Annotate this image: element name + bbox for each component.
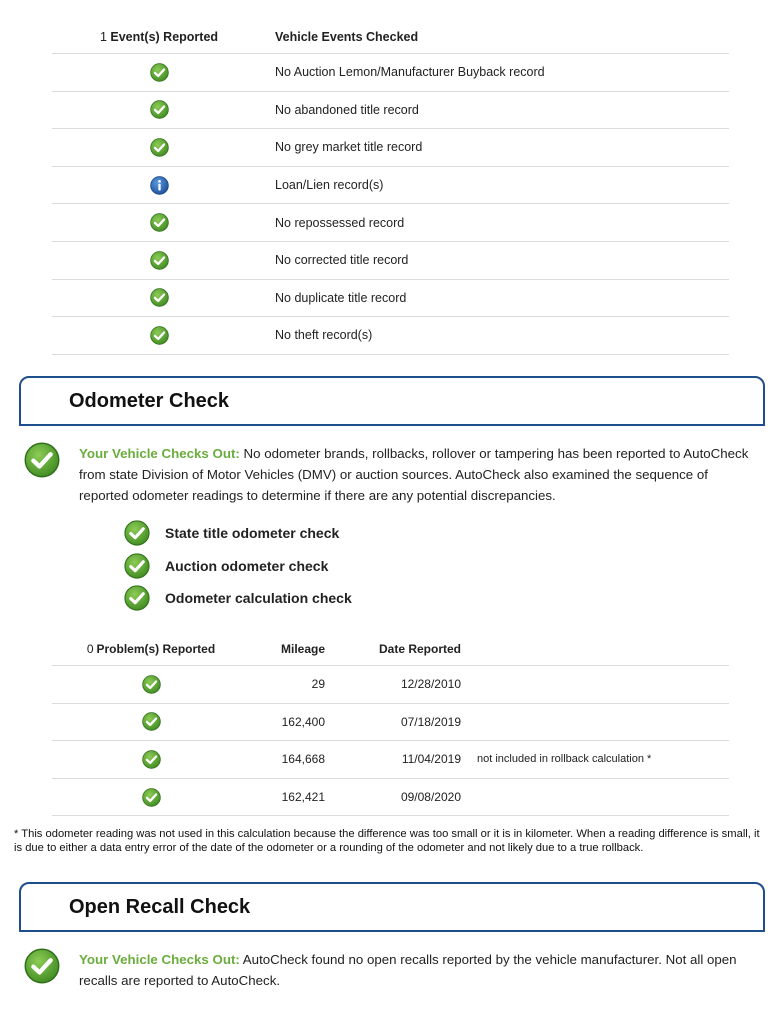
event-text: No Auction Lemon/Manufacturer Buyback record — [275, 65, 545, 80]
check-label: Auction odometer check — [165, 557, 329, 574]
check-icon — [24, 948, 60, 984]
check-icon — [142, 750, 161, 769]
check-icon — [150, 63, 169, 82]
table-row — [52, 704, 729, 742]
table-row — [52, 242, 729, 280]
event-text: No abandoned title record — [275, 102, 419, 117]
section-title: Odometer Check — [69, 390, 230, 412]
recall-section-header — [19, 882, 765, 932]
recall-summary — [79, 949, 759, 991]
problems-reported-label: Problem(s) Reported — [96, 641, 216, 656]
table-row — [52, 280, 729, 318]
check-icon — [150, 326, 169, 345]
odometer-summary — [79, 443, 759, 506]
check-icon — [150, 251, 169, 270]
check-icon — [150, 213, 169, 232]
table-header — [52, 20, 729, 54]
odometer-footnote: * This odometer reading was not used in this calculation because the difference was too small or it is in kilometer. When a reading difference is small, it is due to either a data entry error of the date of the odometer or a rounding of the odometer and not likely due to a true rollback. — [14, 828, 760, 854]
events-reported-count: 1 — [99, 29, 107, 44]
event-text: No repossessed record — [275, 215, 405, 230]
table-row — [52, 779, 729, 817]
check-icon — [150, 288, 169, 307]
date-cell: 07/18/2019 — [400, 714, 461, 729]
odometer-checks-list — [124, 517, 352, 615]
mileage-cell: 164,668 — [281, 752, 325, 767]
table-row — [52, 741, 729, 779]
date-cell: 11/04/2019 — [401, 752, 461, 767]
vehicle-events-header: Vehicle Events Checked — [275, 29, 419, 44]
check-icon — [142, 788, 161, 807]
info-icon[interactable] — [150, 176, 169, 195]
check-icon — [124, 520, 150, 546]
date-cell: 09/08/2020 — [400, 790, 461, 805]
section-title: Open Recall Check — [69, 896, 251, 918]
note-cell: not included in rollback calculation * — [477, 753, 652, 766]
check-icon — [24, 442, 60, 478]
vehicle-events-table — [52, 20, 729, 355]
check-icon — [150, 138, 169, 157]
table-row — [52, 92, 729, 130]
event-text: No duplicate title record — [275, 290, 407, 305]
list-item — [124, 517, 352, 550]
mileage-cell: 162,421 — [281, 790, 325, 805]
odometer-summary-text: No odometer brands, rollbacks, rollover or tampering has been reported to AutoCheck from state Division of Motor Vehicles (DMV) or auction sources. AutoCheck also examined the sequence of reported odometer readings to determine if there are any potential discrepancies. — [79, 446, 749, 503]
table-row — [52, 317, 729, 355]
events-reported-header — [52, 30, 266, 44]
odometer-readings-table — [52, 632, 729, 816]
date-cell: 12/28/2010 — [400, 677, 461, 692]
table-row — [52, 54, 729, 92]
events-reported-label: Event(s) Reported — [110, 29, 219, 44]
event-text: No theft record(s) — [275, 328, 373, 343]
table-row — [52, 666, 729, 704]
check-icon — [150, 100, 169, 119]
problems-reported-header — [52, 642, 250, 656]
table-row — [52, 167, 729, 205]
date-reported-header: Date Reported — [378, 641, 461, 656]
mileage-cell: 29 — [311, 677, 325, 692]
check-icon — [124, 585, 150, 611]
event-text: Loan/Lien record(s) — [275, 178, 384, 193]
table-row — [52, 129, 729, 167]
list-item — [124, 550, 352, 583]
mileage-cell: 162,400 — [281, 714, 325, 729]
event-text: No corrected title record — [275, 253, 409, 268]
checks-out-label: Your Vehicle Checks Out: — [79, 952, 240, 967]
mileage-header: Mileage — [280, 641, 325, 656]
check-icon — [124, 553, 150, 579]
check-icon — [142, 712, 161, 731]
check-label: State title odometer check — [165, 525, 340, 542]
check-label: Odometer calculation check — [165, 590, 352, 607]
list-item — [124, 582, 352, 615]
odometer-section-header — [19, 376, 765, 426]
check-icon — [142, 675, 161, 694]
event-text: No grey market title record — [275, 140, 423, 155]
recall-summary-text: AutoCheck found no open recalls reported by the vehicle manufacturer. Not all open recalls are reported to AutoCheck. — [79, 952, 737, 988]
table-row — [52, 204, 729, 242]
checks-out-label: Your Vehicle Checks Out: — [79, 446, 240, 461]
problems-reported-count: 0 — [86, 641, 94, 656]
table-header — [52, 632, 729, 666]
